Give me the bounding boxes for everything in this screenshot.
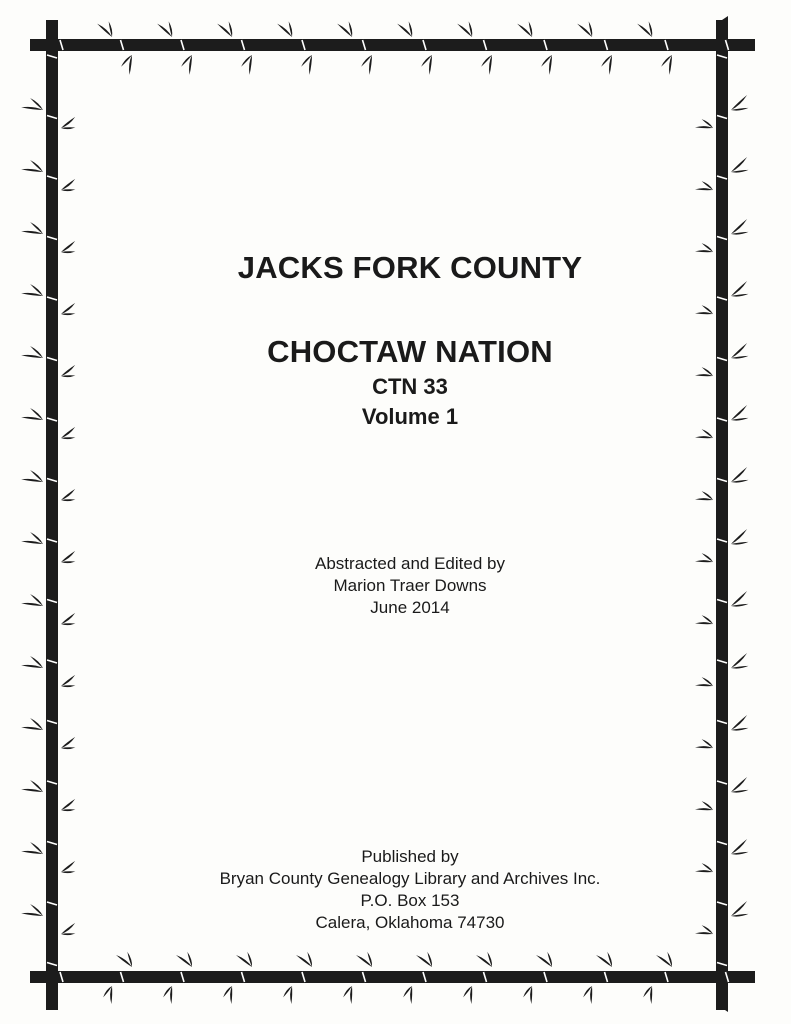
publisher-city: Calera, Oklahoma 74730	[315, 913, 505, 932]
bamboo-stalk-bottom	[30, 971, 755, 983]
bamboo-stalk-left	[46, 20, 58, 1010]
editor-credit-label: Abstracted and Edited by	[315, 554, 505, 573]
author-name: Marion Traer Downs	[333, 576, 487, 595]
bamboo-stalk-top	[30, 39, 755, 51]
series-code: CTN 33	[372, 374, 448, 399]
publication-date: June 2014	[370, 598, 450, 617]
county-title: JACKS FORK COUNTY	[237, 250, 583, 285]
volume-label: Volume 1	[361, 404, 459, 429]
published-by-label: Published by	[361, 847, 459, 866]
publisher-po-box: P.O. Box 153	[360, 891, 460, 910]
nation-title: CHOCTAW NATION	[267, 334, 553, 369]
publisher-name: Bryan County Genealogy Library and Archives Inc.	[219, 869, 601, 888]
